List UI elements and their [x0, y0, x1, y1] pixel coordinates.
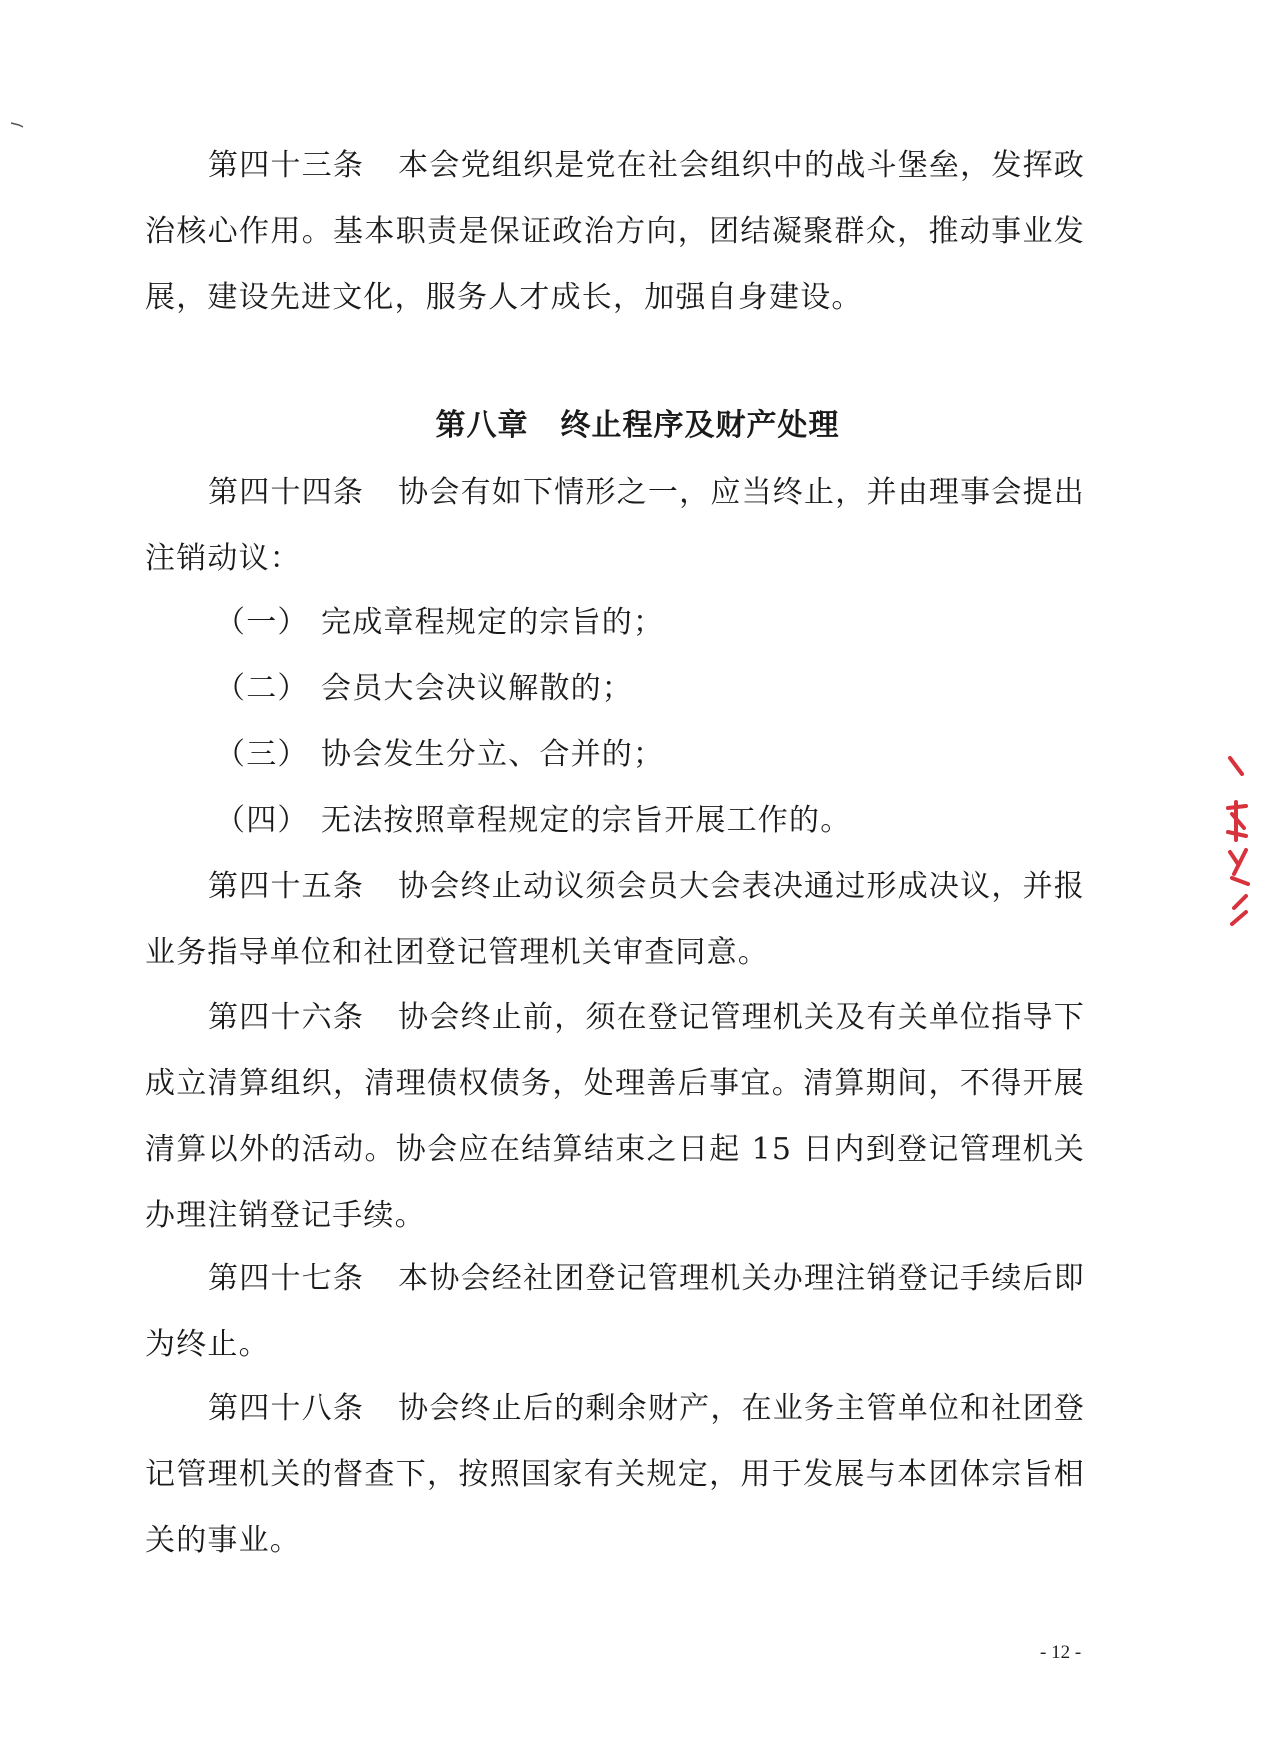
chapter-number: 第八章 — [435, 408, 529, 443]
list-item-text: 会员大会决议解散的； — [321, 671, 633, 706]
list-item — [215, 656, 633, 722]
article-43-number: 第四十三条 — [208, 148, 365, 183]
article-44-text: 协会有如下情形之一，应当终止，并由理事会提出注销动议： — [145, 475, 1086, 576]
article-45 — [145, 854, 1085, 986]
list-item — [215, 590, 664, 656]
article-46 — [145, 985, 1085, 1249]
chapter-title: 终止程序及财产处理 — [560, 408, 840, 443]
article-48-text: 协会终止后的剩余财产，在业务主管单位和社团登记管理机关的督查下，按照国家有关规定，用于发展与本团体宗旨相关的事业。 — [145, 1391, 1086, 1558]
list-item-text: 无法按照章程规定的宗旨开展工作的。 — [321, 803, 852, 838]
article-47-text: 本协会经社团登记管理机关办理注销登记手续后即为终止。 — [145, 1261, 1086, 1362]
list-item — [215, 722, 664, 788]
article-47-number: 第四十七条 — [208, 1261, 365, 1296]
list-item-number: （四） — [215, 803, 309, 838]
article-48 — [145, 1376, 1085, 1574]
article-45-text: 协会终止动议须会员大会表决通过形成决议，并报业务指导单位和社团登记管理机关审查同意。 — [145, 869, 1086, 970]
list-item-text: 完成章程规定的宗旨的； — [321, 605, 665, 640]
article-46-number: 第四十六条 — [208, 1000, 365, 1035]
article-48-number: 第四十八条 — [208, 1391, 365, 1426]
article-46-text: 协会终止前，须在登记管理机关及有关单位指导下成立清算组织，清理债权债务，处理善后事宜。清算期间，不得开展清算以外的活动。协会应在结算结束之日起 15 日内到登记管理机关办理注销登记手续。 — [145, 1000, 1086, 1233]
list-item-number: （一） — [215, 605, 309, 640]
article-43 — [145, 133, 1085, 331]
scan-speck — [10, 120, 24, 128]
article-45-number: 第四十五条 — [208, 869, 365, 904]
seal-stamp-fragment — [1220, 748, 1260, 938]
article-44-number: 第四十四条 — [208, 475, 365, 510]
list-item-text: 协会发生分立、合并的； — [321, 737, 665, 772]
page-number: - 12 - — [1040, 1642, 1082, 1663]
article-47 — [145, 1246, 1085, 1378]
chapter-heading — [0, 400, 1275, 444]
list-item-number: （二） — [215, 671, 309, 706]
list-item — [215, 788, 851, 854]
list-item-number: （三） — [215, 737, 309, 772]
article-44 — [145, 460, 1085, 592]
article-43-text: 本会党组织是党在社会组织中的战斗堡垒，发挥政治核心作用。基本职责是保证政治方向，团结凝聚群众，推动事业发展，建设先进文化，服务人才成长，加强自身建设。 — [145, 148, 1086, 315]
